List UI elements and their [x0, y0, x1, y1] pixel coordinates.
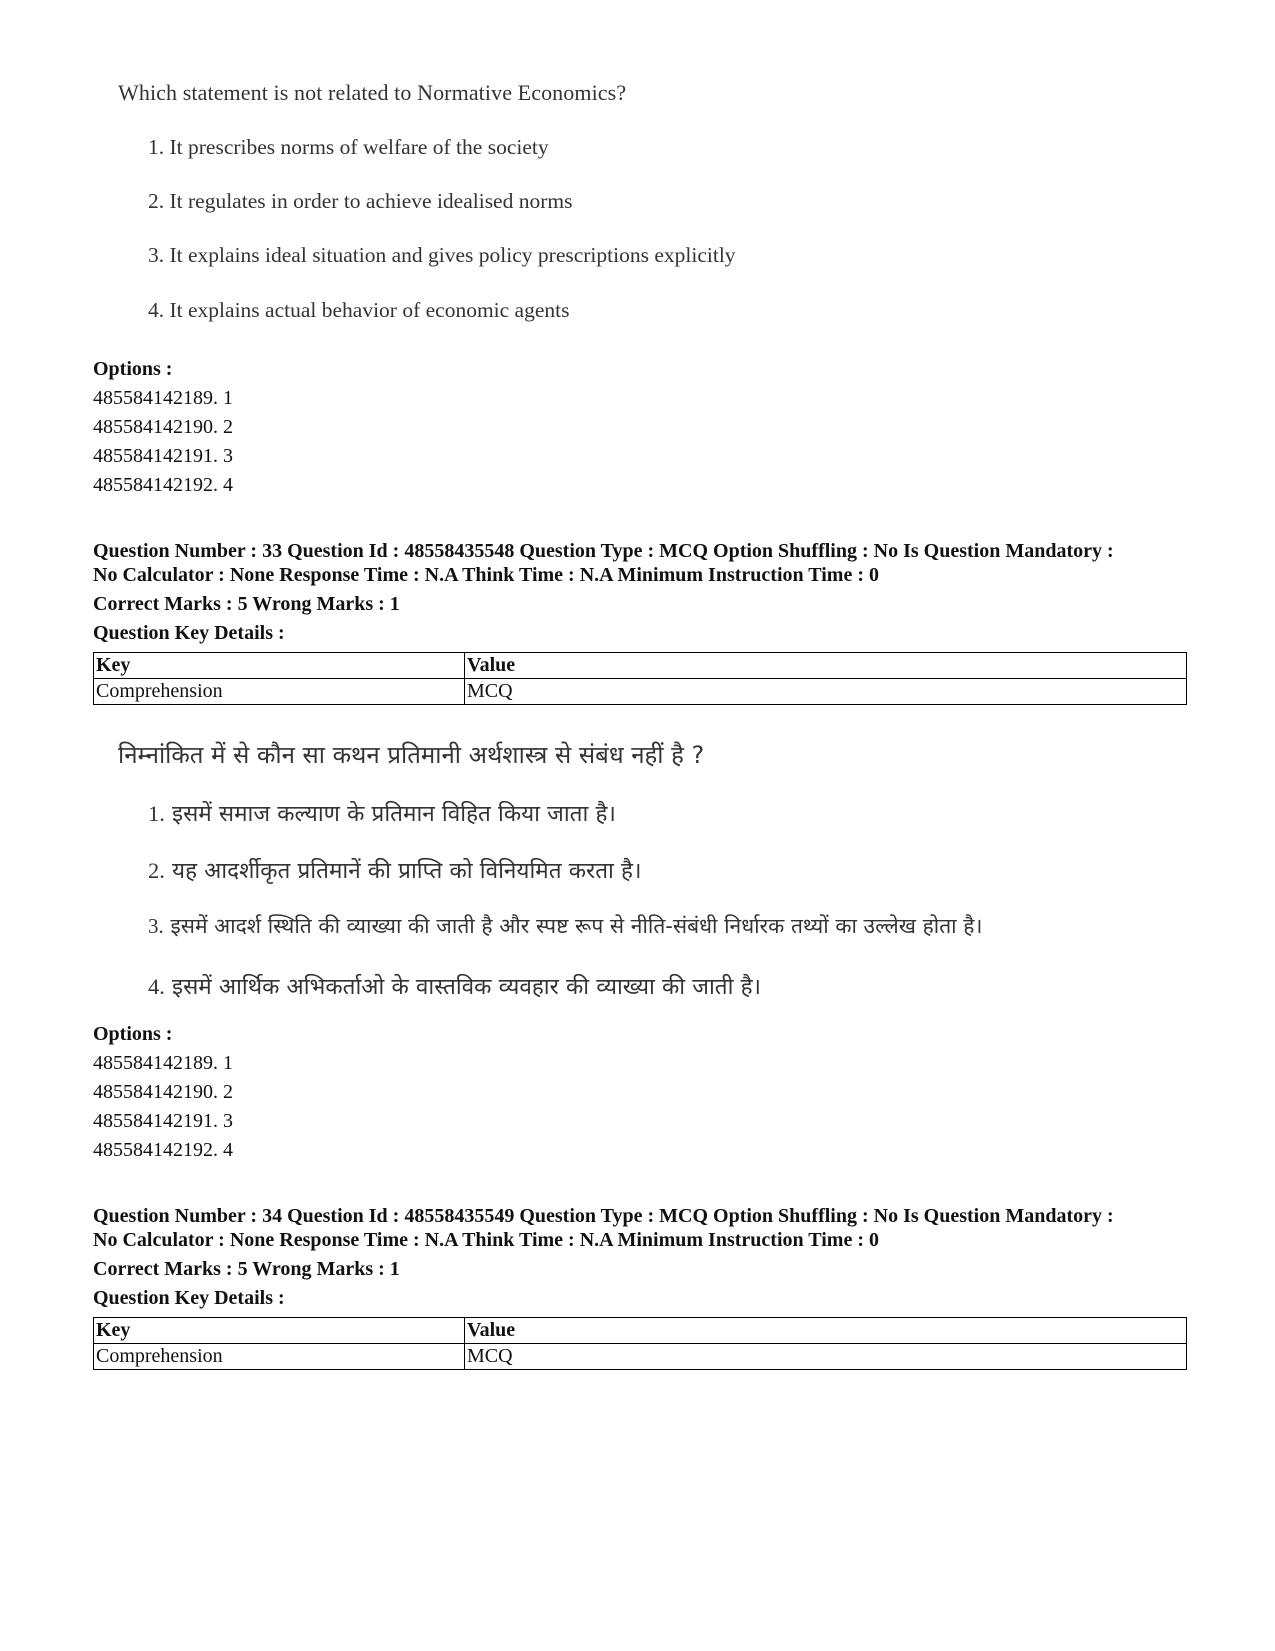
- options-label: Options :: [93, 358, 173, 380]
- hindi-item-2: [148, 854, 642, 885]
- hindi-item-3: [148, 912, 982, 940]
- table-header-value: Value: [465, 653, 1187, 679]
- option-4: 485584142192. 4: [93, 474, 233, 496]
- hindi-item-number: 2.: [148, 858, 165, 883]
- table-header-value: Value: [465, 1318, 1187, 1344]
- key-value-table: [93, 652, 1187, 705]
- hindi-item-number: 3.: [148, 914, 164, 938]
- hindi-item-text: इसमें आर्थिक अभिकर्ताओ के वास्तविक व्यवहार की व्याख्या की जाती है।: [172, 974, 762, 1000]
- hindi-item-1: [148, 797, 616, 828]
- hindi-item-text: इसमें आदर्श स्थिति की व्याख्या की जाती है और स्पष्ट रूप से नीति-संबंधी निर्धारक तथ्यों का उल्लेख होता है।: [170, 914, 983, 938]
- option-2: 485584142190. 2: [93, 416, 233, 438]
- question-item-4: 4. It explains actual behavior of economic agents: [148, 298, 570, 322]
- hindi-item-4: [148, 970, 761, 1001]
- hindi-item-number: 1.: [148, 801, 165, 826]
- question-meta-line-2: No Calculator : None Response Time : N.A Think Time : N.A Minimum Instruction Time : 0: [93, 1229, 879, 1251]
- table-header-key: Key: [94, 1318, 465, 1344]
- option-2: 485584142190. 2: [93, 1081, 233, 1103]
- hindi-item-text: यह आदर्शीकृत प्रतिमानें की प्राप्ति को विनियमित करता है।: [172, 858, 642, 884]
- key-details-label: Question Key Details :: [93, 1287, 285, 1309]
- table-cell-key: Comprehension: [94, 1344, 465, 1370]
- table-row: [94, 679, 1187, 705]
- option-1: 485584142189. 1: [93, 387, 233, 409]
- table-header-row: [94, 653, 1187, 679]
- question-meta-line-1: Question Number : 34 Question Id : 48558435549 Question Type : MCQ Option Shuffling : No Is Question Mandatory :: [93, 1205, 1114, 1227]
- hindi-item-text: इसमें समाज कल्याण के प्रतिमान विहित किया जाता है।: [172, 801, 616, 827]
- table-header-row: [94, 1318, 1187, 1344]
- options-label: Options :: [93, 1023, 173, 1045]
- table-cell-value: MCQ: [465, 1344, 1187, 1370]
- marks-line: Correct Marks : 5 Wrong Marks : 1: [93, 593, 400, 615]
- question-meta: [93, 1204, 1193, 1252]
- key-details-label: Question Key Details :: [93, 622, 285, 644]
- question-text-english: Which statement is not related to Normative Economics?: [118, 80, 627, 105]
- option-3: 485584142191. 3: [93, 1110, 233, 1132]
- marks-line: Correct Marks : 5 Wrong Marks : 1: [93, 1258, 400, 1280]
- table-row: [94, 1344, 1187, 1370]
- question-meta-line-1: Question Number : 33 Question Id : 48558435548 Question Type : MCQ Option Shuffling : No Is Question Mandatory :: [93, 540, 1114, 562]
- question-item-1: 1. It prescribes norms of welfare of the society: [148, 135, 549, 159]
- hindi-item-number: 4.: [148, 974, 165, 999]
- table-cell-key: Comprehension: [94, 679, 465, 705]
- key-value-table: [93, 1317, 1187, 1370]
- question-meta: [93, 539, 1193, 587]
- table-header-key: Key: [94, 653, 465, 679]
- question-item-2: 2. It regulates in order to achieve idealised norms: [148, 189, 573, 213]
- option-1: 485584142189. 1: [93, 1052, 233, 1074]
- option-3: 485584142191. 3: [93, 445, 233, 467]
- question-text-hindi: निम्नांकित में से कौन सा कथन प्रतिमानी अर्थशास्त्र से संबंध नहीं है ?: [118, 741, 705, 769]
- question-item-3: 3. It explains ideal situation and gives policy prescriptions explicitly: [148, 243, 736, 267]
- table-cell-value: MCQ: [465, 679, 1187, 705]
- question-meta-line-2: No Calculator : None Response Time : N.A Think Time : N.A Minimum Instruction Time : 0: [93, 564, 879, 586]
- option-4: 485584142192. 4: [93, 1139, 233, 1161]
